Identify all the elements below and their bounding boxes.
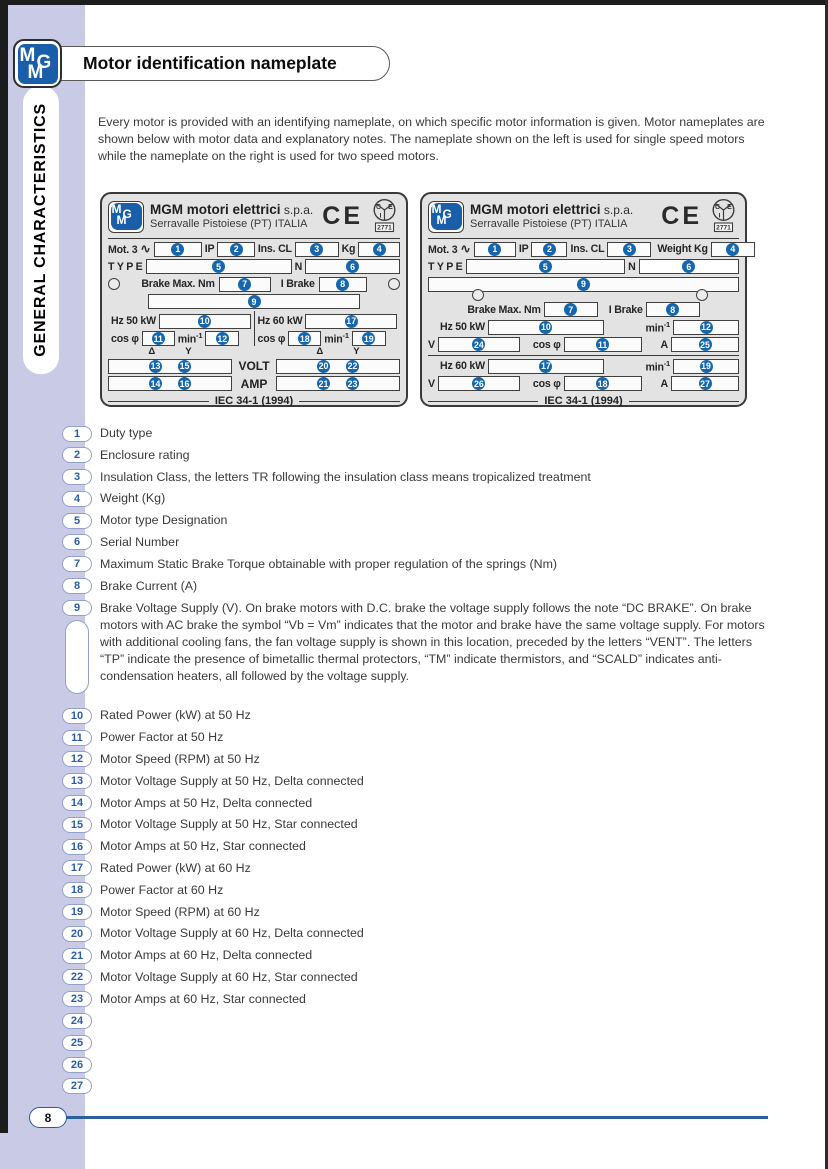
legend-number-badge: 3 bbox=[62, 469, 92, 485]
ref-badge-20: 20 bbox=[318, 361, 329, 371]
legend-badge-column bbox=[62, 793, 92, 812]
ref-badge-8: 8 bbox=[666, 303, 679, 316]
plate-delta-star-row bbox=[108, 347, 400, 356]
field-box-8 bbox=[646, 302, 700, 317]
field-box-7 bbox=[544, 302, 598, 317]
ref-badge-14: 14 bbox=[150, 378, 161, 389]
plate-row-60hz-volts bbox=[428, 376, 739, 391]
svg-text:2771: 2771 bbox=[377, 224, 392, 232]
plate-frequency-section bbox=[108, 311, 400, 346]
legend-badge-column bbox=[62, 749, 92, 768]
field-box-26 bbox=[438, 376, 520, 391]
field-box-4 bbox=[358, 242, 400, 257]
label-ip: IP bbox=[518, 243, 529, 255]
sine-wave-icon: ∿ bbox=[140, 241, 151, 256]
legend-badge-column bbox=[62, 880, 92, 899]
plate-row-brake bbox=[428, 302, 739, 317]
ref-badge-4: 4 bbox=[373, 243, 386, 256]
label-min-1: $\min^{-1}$ bbox=[324, 331, 349, 346]
ref-badge-18: 18 bbox=[299, 333, 310, 344]
field-box-11 bbox=[142, 331, 175, 346]
legend-badge-column bbox=[62, 488, 92, 507]
field-box-18 bbox=[564, 376, 642, 391]
legend-item-text: Insulation Class, the letters TR following the insulation class means tropicalized treatment bbox=[100, 469, 591, 484]
ref-badge-26: 26 bbox=[473, 378, 484, 389]
legend-number-badge: 26 bbox=[62, 1057, 92, 1073]
plate-row-type bbox=[108, 259, 400, 274]
field-box-24 bbox=[438, 337, 520, 352]
field-box-21-23 bbox=[276, 376, 400, 391]
label-type: T Y P E bbox=[108, 260, 143, 273]
field-box-25 bbox=[671, 337, 739, 352]
ref-badge-3: 3 bbox=[310, 243, 323, 256]
field-box-8 bbox=[319, 277, 367, 292]
legend-item-15 bbox=[62, 814, 774, 836]
label-n: N bbox=[628, 260, 636, 273]
legend-item-2 bbox=[62, 445, 774, 467]
label-brake-max: Brake Max. Nm bbox=[467, 303, 541, 316]
ref-badge-22: 22 bbox=[347, 361, 358, 371]
plate-row-60hz-power bbox=[428, 359, 739, 374]
legend-item-text: Motor Amps at 50 Hz, Star connected bbox=[100, 839, 306, 854]
legend-item-6 bbox=[62, 532, 774, 554]
legend-badge-column bbox=[62, 923, 92, 942]
legend-item-text: Motor Amps at 60 Hz, Star connected bbox=[100, 991, 306, 1006]
legend-badge-column bbox=[62, 727, 92, 746]
ref-badge-1: 1 bbox=[488, 243, 501, 256]
legend-number-badge: 21 bbox=[62, 948, 92, 964]
ref-badge-24: 24 bbox=[473, 339, 484, 350]
legend-item-text: Motor Amps at 50 Hz, Delta connected bbox=[100, 795, 313, 810]
legend-item-text: Duty type bbox=[100, 426, 153, 440]
label-iec: IEC 34-1 (1994) bbox=[214, 395, 294, 407]
legend-number-badge: 9 bbox=[62, 600, 92, 616]
label-min-1: $\min^{-1}$ bbox=[645, 358, 670, 374]
ref-badge-4: 4 bbox=[726, 243, 739, 256]
nameplate-header bbox=[108, 198, 400, 239]
plate-divider bbox=[428, 355, 739, 356]
ref-badge-13: 13 bbox=[150, 361, 161, 371]
ref-badge-9: 9 bbox=[248, 295, 261, 308]
plate-row-type bbox=[428, 259, 739, 274]
legend-number-badge: 8 bbox=[62, 578, 92, 594]
ref-badge-16: 16 bbox=[179, 378, 190, 389]
legend-item-7 bbox=[62, 554, 774, 576]
legend-item-22 bbox=[62, 967, 774, 989]
label-min-1: $\min^{-1}$ bbox=[177, 331, 203, 346]
field-box-2 bbox=[531, 242, 567, 257]
legend-item-9 bbox=[62, 597, 774, 705]
legend-item-10 bbox=[62, 705, 774, 727]
legend-number-badge: 23 bbox=[62, 991, 92, 1007]
svg-text:I: I bbox=[718, 212, 721, 220]
mgm-logo bbox=[13, 39, 62, 88]
legend-number-badge: 16 bbox=[62, 839, 92, 855]
plate-row-brake bbox=[108, 277, 400, 292]
field-box-7 bbox=[219, 277, 271, 292]
legend-item-text: Motor Voltage Supply at 60 Hz, Star connected bbox=[100, 969, 358, 984]
label-a: A bbox=[660, 338, 668, 351]
legend-number-badge: 2 bbox=[62, 447, 92, 463]
label-hz60: Hz 60 kW bbox=[257, 315, 303, 327]
ref-badge-17: 17 bbox=[541, 361, 551, 371]
field-box-3 bbox=[295, 242, 339, 257]
mgm-logo-icon: M G M bbox=[431, 203, 462, 230]
legend-item-text: Power Factor at 60 Hz bbox=[100, 882, 224, 897]
company-address: Serravalle Pistoiese (PT) ITALIA bbox=[150, 218, 308, 231]
ref-badge-27: 27 bbox=[700, 378, 710, 389]
label-iec: IEC 34-1 (1994) bbox=[544, 395, 623, 407]
ref-badge-12: 12 bbox=[217, 333, 228, 344]
plate-50hz-column bbox=[108, 311, 255, 346]
legend-item-text: Maximum Static Brake Torque obtainable with proper regulation of the springs (Nm) bbox=[100, 556, 558, 571]
label-i-brake: I Brake bbox=[608, 303, 643, 316]
ce-mark-icon: CE bbox=[661, 202, 702, 230]
field-box-6 bbox=[305, 259, 400, 274]
legend-number-badge: 12 bbox=[62, 751, 92, 767]
plate-row-50hz-power bbox=[428, 320, 739, 335]
legend-number-badge: 13 bbox=[62, 773, 92, 789]
company-name: MGM motori elettrici bbox=[150, 201, 281, 217]
plate-volt-row bbox=[108, 359, 400, 374]
ref-badge-21: 21 bbox=[318, 378, 329, 389]
legend-number-badge: 6 bbox=[62, 534, 92, 550]
mounting-hole-icon bbox=[388, 278, 400, 290]
section-label: GENERAL CHARACTERISTICS bbox=[32, 103, 49, 357]
legend-item-3 bbox=[62, 467, 774, 489]
legend-number-badge: 22 bbox=[62, 969, 92, 985]
legend-item-8 bbox=[62, 576, 774, 598]
label-cos-phi: cos φ bbox=[111, 332, 139, 345]
legend-item-13 bbox=[62, 771, 774, 793]
label-weight-kg: Weight Kg bbox=[657, 243, 708, 255]
ref-badge-12: 12 bbox=[701, 322, 711, 332]
sine-wave-icon: ∿ bbox=[460, 241, 471, 256]
legend-badge-column bbox=[62, 445, 92, 464]
field-box-3 bbox=[607, 242, 651, 257]
legend-item-16 bbox=[62, 836, 774, 858]
legend-item-text: Motor Amps at 60 Hz, Delta connected bbox=[100, 948, 313, 963]
ref-badge-7: 7 bbox=[238, 278, 251, 291]
field-box-20-22 bbox=[276, 359, 400, 374]
svg-text:C: C bbox=[375, 204, 382, 211]
field-box-17 bbox=[488, 359, 604, 374]
legend-number-badge: 18 bbox=[62, 882, 92, 898]
legend-badge-column bbox=[62, 1054, 92, 1073]
legend-number-badge: 24 bbox=[62, 1013, 92, 1029]
legend-item-text: Power Factor at 50 Hz bbox=[100, 730, 224, 745]
field-box-5 bbox=[146, 259, 292, 274]
field-box-10 bbox=[159, 314, 251, 329]
legend-badge-column bbox=[62, 510, 92, 529]
field-box-1 bbox=[154, 242, 202, 257]
legend-item-12 bbox=[62, 749, 774, 771]
legend-item-14 bbox=[62, 793, 774, 815]
ref-badge-6: 6 bbox=[346, 260, 359, 273]
nameplate-single-speed bbox=[100, 192, 408, 407]
label-brake-max: Brake Max. Nm bbox=[141, 278, 215, 290]
legend-badge-column bbox=[62, 814, 92, 833]
legend-badge-column bbox=[62, 532, 92, 551]
label-n: N bbox=[294, 260, 303, 273]
ref-badge-8: 8 bbox=[336, 278, 349, 291]
legend-number-badge: 27 bbox=[62, 1078, 92, 1094]
svg-text:E: E bbox=[388, 204, 393, 211]
plate-row-ratings bbox=[428, 242, 739, 257]
company-block bbox=[150, 203, 316, 231]
field-box-27 bbox=[671, 376, 739, 391]
ref-badge-5: 5 bbox=[212, 260, 225, 273]
field-box-12 bbox=[673, 320, 739, 335]
field-box-5 bbox=[466, 259, 626, 274]
star-symbol: Y bbox=[353, 346, 360, 357]
legend-badge-column bbox=[62, 576, 92, 595]
field-box-13-15 bbox=[108, 359, 232, 374]
legend-list bbox=[62, 423, 774, 1098]
legend-badge-column bbox=[62, 945, 92, 964]
legend-item-text: Motor Voltage Supply at 50 Hz, Star connected bbox=[100, 817, 358, 832]
company-address: Serravalle Pistoiese (PT) ITALIA bbox=[470, 218, 628, 231]
legend-item-text: Enclosure rating bbox=[100, 447, 190, 462]
logo-letter: M bbox=[27, 61, 44, 83]
field-box-9 bbox=[148, 294, 360, 309]
legend-number-badge: 17 bbox=[62, 860, 92, 876]
ref-badge-2: 2 bbox=[543, 243, 556, 256]
legend-item-text: Motor Voltage Supply at 50 Hz, Delta connected bbox=[100, 773, 364, 788]
legend-item-text: Brake Voltage Supply (V). On brake motors with D.C. brake the voltage supply follows the note “DC BRAKE”. On brake motors with AC brake the symbol “Vb = Vm” indicates that the motor and brake have the same voltage supply. For motors with additional cooling fans, the fan voltage supply is shown in this location, preceded by the letters “VENT”. The letters “TP” indicate the presence of bimetallic thermal protectors, “TM” indicate thermistors, and “SCALD” indicates anti-condensation heaters, all followed by the voltage supply. bbox=[100, 601, 765, 683]
ref-badge-2: 2 bbox=[230, 243, 243, 256]
plate-row-brake-voltage bbox=[108, 294, 400, 309]
legend-number-badge: 20 bbox=[62, 926, 92, 942]
legend-item-1 bbox=[62, 423, 774, 445]
legend-item-20 bbox=[62, 923, 774, 945]
field-box-19 bbox=[352, 331, 386, 346]
mounting-hole-icon bbox=[108, 278, 120, 290]
legend-number-badge: 15 bbox=[62, 817, 92, 833]
legend-item-text: Motor Speed (RPM) at 50 Hz bbox=[100, 751, 260, 766]
field-box-18 bbox=[288, 331, 321, 346]
legend-item-11 bbox=[62, 727, 774, 749]
delta-star-labels bbox=[276, 347, 400, 356]
mgm-logo-small bbox=[108, 201, 144, 233]
ref-badge-25: 25 bbox=[700, 339, 710, 350]
field-box-10 bbox=[488, 320, 604, 335]
page-number: 8 bbox=[44, 1110, 52, 1125]
nameplate-two-speed bbox=[420, 192, 747, 407]
legend-item-26 bbox=[62, 1054, 774, 1076]
label-kg: Kg bbox=[341, 243, 356, 255]
legend-number-badge: 10 bbox=[62, 708, 92, 724]
legend-item-text: Serial Number bbox=[100, 534, 180, 549]
plate-mounting-holes bbox=[428, 292, 739, 300]
legend-item-27 bbox=[62, 1076, 774, 1098]
field-box-2 bbox=[217, 242, 255, 257]
legend-badge-column bbox=[62, 858, 92, 877]
label-cos-phi: cos φ bbox=[257, 332, 286, 345]
mounting-hole-icon bbox=[696, 289, 708, 301]
legend-item-4 bbox=[62, 488, 774, 510]
ref-badge-11: 11 bbox=[153, 333, 163, 344]
legend-badge-column bbox=[62, 836, 92, 855]
label-cos-phi: cos φ bbox=[532, 338, 561, 351]
legend-badge-column bbox=[62, 1076, 92, 1095]
legend-item-text: Rated Power (kW) at 60 Hz bbox=[100, 860, 251, 875]
label-v: V bbox=[428, 338, 435, 351]
ref-badge-9: 9 bbox=[577, 278, 590, 291]
field-box-11 bbox=[564, 337, 642, 352]
legend-item-21 bbox=[62, 945, 774, 967]
label-mot3: Mot. 3 ∿ bbox=[428, 241, 471, 256]
ref-badge-19: 19 bbox=[701, 361, 711, 371]
legend-badge-column bbox=[62, 967, 92, 986]
legend-item-19 bbox=[62, 902, 774, 924]
field-box-12 bbox=[205, 331, 239, 346]
legend-item-text: Motor type Designation bbox=[100, 513, 228, 528]
legend-badge-column bbox=[62, 705, 92, 724]
sidebar-strip-bottom bbox=[0, 1133, 8, 1169]
field-box-17 bbox=[305, 314, 397, 329]
legend-badge-column bbox=[62, 1032, 92, 1051]
star-symbol: Y bbox=[185, 346, 192, 357]
legend-item-9-bracket bbox=[65, 620, 89, 694]
mgm-logo-icon: M G M bbox=[111, 203, 142, 230]
svg-text:E: E bbox=[727, 204, 732, 211]
mgm-logo-small bbox=[428, 201, 464, 233]
certification-mark-icon bbox=[708, 198, 739, 235]
legend-item-text: Motor Voltage Supply at 60 Hz, Delta connected bbox=[100, 926, 364, 941]
logo-letter: M bbox=[19, 44, 36, 66]
label-ip: IP bbox=[204, 243, 215, 255]
label-type: T Y P E bbox=[428, 260, 463, 273]
legend-item-5 bbox=[62, 510, 774, 532]
field-box-6 bbox=[639, 259, 739, 274]
delta-symbol: Δ bbox=[148, 346, 156, 357]
mounting-hole-icon bbox=[472, 289, 484, 301]
svg-text:I: I bbox=[379, 212, 382, 220]
footer-rule bbox=[46, 1116, 768, 1119]
legend-badge-column bbox=[62, 423, 92, 442]
legend-number-badge: 25 bbox=[62, 1035, 92, 1051]
field-box-14-16 bbox=[108, 376, 232, 391]
ref-badge-7: 7 bbox=[564, 303, 577, 316]
company-name: MGM motori elettrici bbox=[470, 201, 601, 217]
ref-badge-1: 1 bbox=[171, 243, 184, 256]
field-box-1 bbox=[474, 242, 516, 257]
plate-standard-row bbox=[428, 395, 739, 407]
page-border-left bbox=[0, 0, 8, 1133]
label-i-brake: I Brake bbox=[280, 278, 315, 290]
delta-star-labels bbox=[108, 347, 232, 356]
legend-number-badge: 1 bbox=[62, 426, 92, 442]
label-volt: VOLT bbox=[238, 359, 270, 373]
ref-badge-11: 11 bbox=[598, 339, 608, 350]
legend-number-badge: 14 bbox=[62, 795, 92, 811]
legend-badge-column bbox=[62, 771, 92, 790]
legend-item-17 bbox=[62, 858, 774, 880]
legend-badge-column bbox=[62, 989, 92, 1008]
ref-badge-10: 10 bbox=[199, 316, 210, 326]
label-mot3: Mot. 3 ∿ bbox=[108, 241, 151, 256]
label-hz50: Hz 50 kW bbox=[440, 321, 485, 333]
section-label-band bbox=[23, 86, 59, 374]
label-a: A bbox=[660, 377, 668, 390]
ref-badge-10: 10 bbox=[541, 322, 551, 332]
plate-standard-row bbox=[108, 395, 400, 407]
label-amp: AMP bbox=[240, 376, 268, 391]
legend-badge-column bbox=[62, 597, 92, 694]
legend-item-24 bbox=[62, 1011, 774, 1033]
legend-item-text: Rated Power (kW) at 50 Hz bbox=[100, 708, 251, 723]
ref-badge-23: 23 bbox=[347, 378, 358, 389]
footer-page-badge bbox=[29, 1107, 67, 1128]
plate-60hz-column bbox=[255, 311, 401, 346]
ref-badge-18: 18 bbox=[597, 378, 608, 389]
legend-item-text: Weight (Kg) bbox=[100, 491, 166, 506]
certification-mark-icon bbox=[369, 198, 400, 235]
field-box-19 bbox=[673, 359, 739, 374]
company-suffix: s.p.a. bbox=[603, 202, 634, 217]
ref-badge-6: 6 bbox=[682, 260, 695, 273]
legend-item-text: Motor Speed (RPM) at 60 Hz bbox=[100, 904, 260, 919]
label-hz50: Hz 50 kW bbox=[111, 315, 156, 327]
logo-letter: G bbox=[36, 51, 52, 73]
delta-symbol: Δ bbox=[316, 346, 324, 357]
legend-item-18 bbox=[62, 880, 774, 902]
legend-number-badge: 7 bbox=[62, 556, 92, 572]
label-ins-cl: Ins. CL bbox=[570, 243, 605, 255]
legend-badge-column bbox=[62, 467, 92, 486]
label-ins-cl: Ins. CL bbox=[257, 243, 292, 255]
company-suffix: s.p.a. bbox=[283, 202, 314, 217]
plate-row-50hz-volts bbox=[428, 337, 739, 352]
legend-number-badge: 4 bbox=[62, 491, 92, 507]
label-min-1: $\min^{-1}$ bbox=[645, 319, 670, 335]
label-v: V bbox=[428, 377, 435, 390]
label-cos-phi: cos φ bbox=[532, 377, 561, 390]
ref-badge-15: 15 bbox=[179, 361, 190, 371]
legend-number-badge: 19 bbox=[62, 904, 92, 920]
legend-badge-column bbox=[62, 902, 92, 921]
plate-row-ratings bbox=[108, 242, 400, 257]
page-border-top bbox=[0, 0, 828, 5]
ref-badge-19: 19 bbox=[363, 333, 374, 344]
legend-item-25 bbox=[62, 1032, 774, 1054]
ce-mark-icon: CE bbox=[322, 202, 363, 230]
svg-text:C: C bbox=[714, 204, 721, 211]
page-title: Motor identification nameplate bbox=[56, 46, 390, 81]
plate-amp-row bbox=[108, 376, 400, 391]
mgm-logo-icon bbox=[18, 44, 58, 84]
legend-item-text: Brake Current (A) bbox=[100, 578, 198, 593]
legend-badge-column bbox=[62, 1011, 92, 1030]
ref-badge-3: 3 bbox=[623, 243, 636, 256]
legend-number-badge: 5 bbox=[62, 513, 92, 529]
legend-badge-column bbox=[62, 554, 92, 573]
nameplate-header bbox=[428, 198, 739, 239]
label-hz60: Hz 60 kW bbox=[440, 360, 485, 372]
legend-item-23 bbox=[62, 989, 774, 1011]
field-box-4 bbox=[711, 242, 755, 257]
ref-badge-5: 5 bbox=[539, 260, 552, 273]
legend-number-badge: 11 bbox=[62, 730, 92, 746]
svg-text:2771: 2771 bbox=[716, 224, 731, 232]
intro-paragraph: Every motor is provided with an identifying nameplate, on which specific motor information is given. Motor nameplates are shown below with motor data and explanatory notes. The nameplate shown on the left is used for single speed motors while the nameplate on the right is used for two speed motors. bbox=[98, 115, 765, 163]
ref-badge-17: 17 bbox=[346, 316, 357, 326]
company-block bbox=[470, 203, 655, 231]
